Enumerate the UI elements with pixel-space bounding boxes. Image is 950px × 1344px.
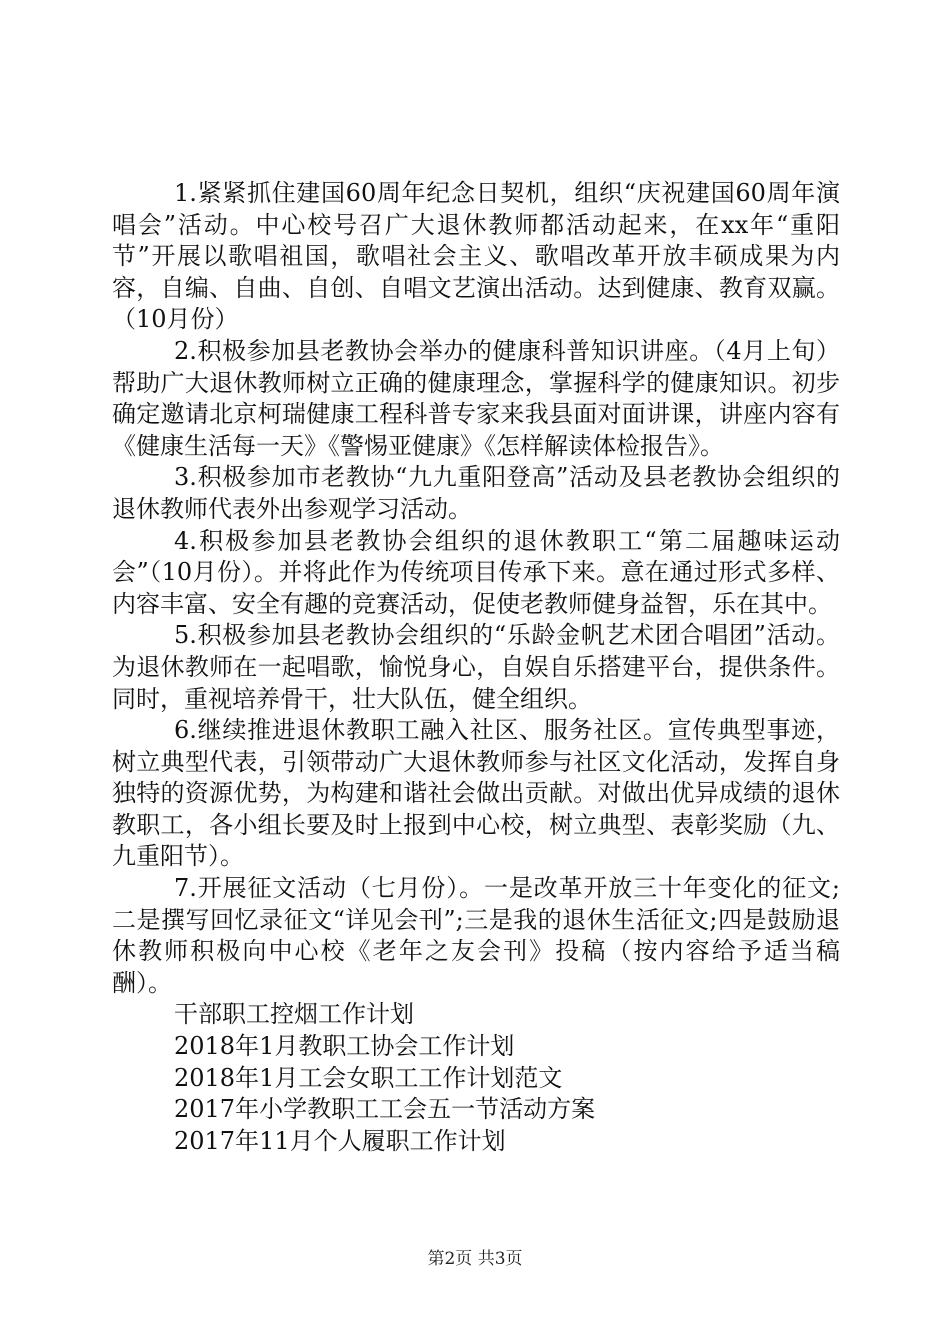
related-link[interactable]: 干部职工控烟工作计划 (174, 1000, 414, 1029)
related-link[interactable]: 2017年11月个人履职工作计划 (174, 1126, 506, 1155)
page-number-footer: 第2页 共3页 (427, 1249, 523, 1269)
paragraph-2: 2.积极参加县老教协会举办的健康科普知识讲座。（4月上旬）帮助广大退休教师树立正确的健康理念，掌握科学的健康知识。初步确定邀请北京柯瑞健康工程科普专家来我县面对面讲课，讲座内容有《健康生活每一天》《警惕亚健康》《怎样解读体检报告》。 (112, 336, 840, 460)
related-link[interactable]: 2018年1月教职工协会工作计划 (174, 1032, 515, 1061)
paragraph-7: 7.开展征文活动（七月份）。一是改革开放三十年变化的征文;二是撰写回忆录征文“详见会刊”;三是我的退休生活征文;四是鼓励退休教师积极向中心校《老年之友会刊》投稿（按内容给予适当稿酬）。 (112, 874, 840, 997)
paragraph-3: 3.积极参加市老教协“九九重阳登高”活动及县老教协会组织的退休教师代表外出参观学习活动。 (112, 463, 840, 523)
paragraph-1: 1.紧紧抓住建国60周年纪念日契机，组织“庆祝建国60周年演唱会”活动。中心校号召广大退休教师都活动起来，在xx年“重阳节”开展以歌唱祖国，歌唱社会主义、歌唱改革开放丰硕成果为内容，自编、自曲、自创、自唱文艺演出活动。达到健康、教育双赢。（10月份） (112, 179, 840, 334)
paragraph-5: 5.积极参加县老教协会组织的“乐龄金帆艺术团合唱团”活动。为退休教师在一起唱歌，愉悦身心，自娱自乐搭建平台，提供条件。同时，重视培养骨干，壮大队伍，健全组织。 (112, 621, 840, 713)
related-link[interactable]: 2018年1月工会女职工工作计划范文 (174, 1063, 563, 1092)
related-link[interactable]: 2017年小学教职工工会五一节活动方案 (174, 1095, 596, 1124)
related-links-list (112, 999, 840, 1157)
paragraph-6: 6.继续推进退休教职工融入社区、服务社区。宣传典型事迹，树立典型代表，引领带动广大退休教师参与社区文化活动，发挥自身独特的资源优势，为构建和谐社会做出贡献。对做出优异成绩的退休教职工，各小组长要及时上报到中心校，树立典型、表彰奖励（九、九重阳节）。 (112, 716, 840, 871)
document-body (112, 178, 840, 1157)
paragraph-4: 4.积极参加县老教协会组织的退休教职工“第二届趣味运动会”（10月份）。并将此作为传统项目传承下来。意在通过形式多样、内容丰富、安全有趣的竞赛活动，促使老教师健身益智，乐在其中。 (112, 526, 840, 618)
